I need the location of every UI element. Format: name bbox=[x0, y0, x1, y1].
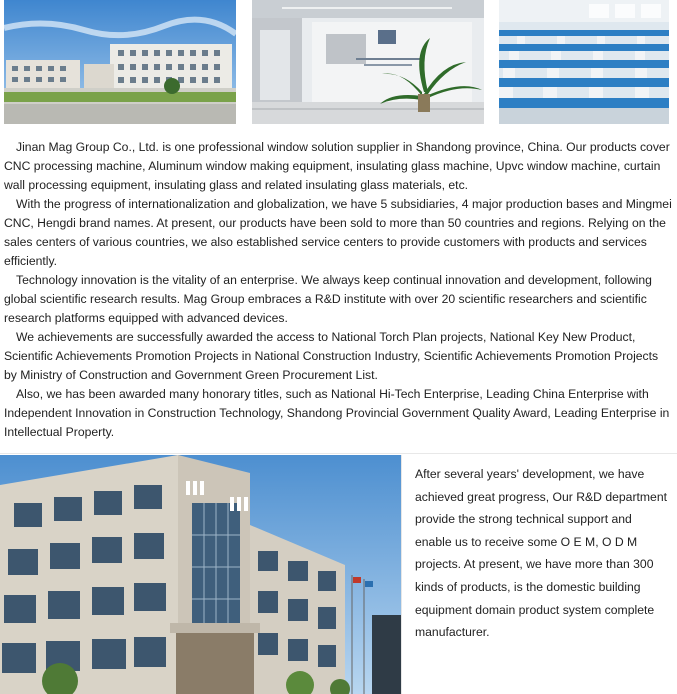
section-divider-vertical bbox=[401, 455, 402, 694]
development-description: After several years' development, we have achieved great progress, Our R&D department provide the strong technical support and enable us to receive some O E M, O D M projects. At present, we have more than 300 kinds of products, is the domestic building equipment domain product system complete manufacturer. bbox=[415, 467, 667, 640]
headquarters-building-photo bbox=[0, 455, 401, 694]
intro-paragraph: Jinan Mag Group Co., Ltd. is one professional window solution supplier in Shandong province, China. Our products cover CNC processing machine, Aluminum window making equipment, insulating glass machine, Upvc window machine, curtain wall processing equipment, insulating glass and related insulating glass materials, etc. bbox=[4, 140, 670, 192]
intro-paragraph: Technology innovation is the vitality of an enterprise. We always keep continual innovation and development, following global scientific research results. Mag Group embraces a R&D institute with over 20 scientific researchers and scientific research platforms equipped with advanced devices. bbox=[4, 273, 652, 325]
intro-paragraph: Also, we has been awarded many honorary titles, such as National Hi-Tech Enterprise, Leading China Enterprise with Independent Innovation in Construction Technology, Shandong Provincial Government Quality Award, Leading Enterprise in Intellectual Property. bbox=[4, 387, 670, 439]
section-divider bbox=[0, 453, 677, 454]
workshop-photo bbox=[499, 0, 669, 124]
photo-strip bbox=[0, 0, 677, 130]
lobby-photo bbox=[252, 0, 484, 124]
intro-paragraph: With the progress of internationalization and globalization, we have 5 subsidiaries, 4 major production bases and Mingmei CNC, Hengdi brand names. At present, our products have been sold to more than 50 countries and regions. Relying on the sales centers of various countries, we also established service centers to provide customers with products and services efficiently. bbox=[4, 197, 672, 268]
intro-paragraph: We achievements are successfully awarded the access to National Torch Plan projects, National Key New Product, Scientific Achievements Promotion Projects in National Construction Industry, Scientific Achievements Promotion Projects by Ministry of Construction and Government Green Procurement List. bbox=[4, 330, 659, 382]
factory-exterior-photo bbox=[4, 0, 236, 124]
company-introduction bbox=[4, 138, 672, 442]
